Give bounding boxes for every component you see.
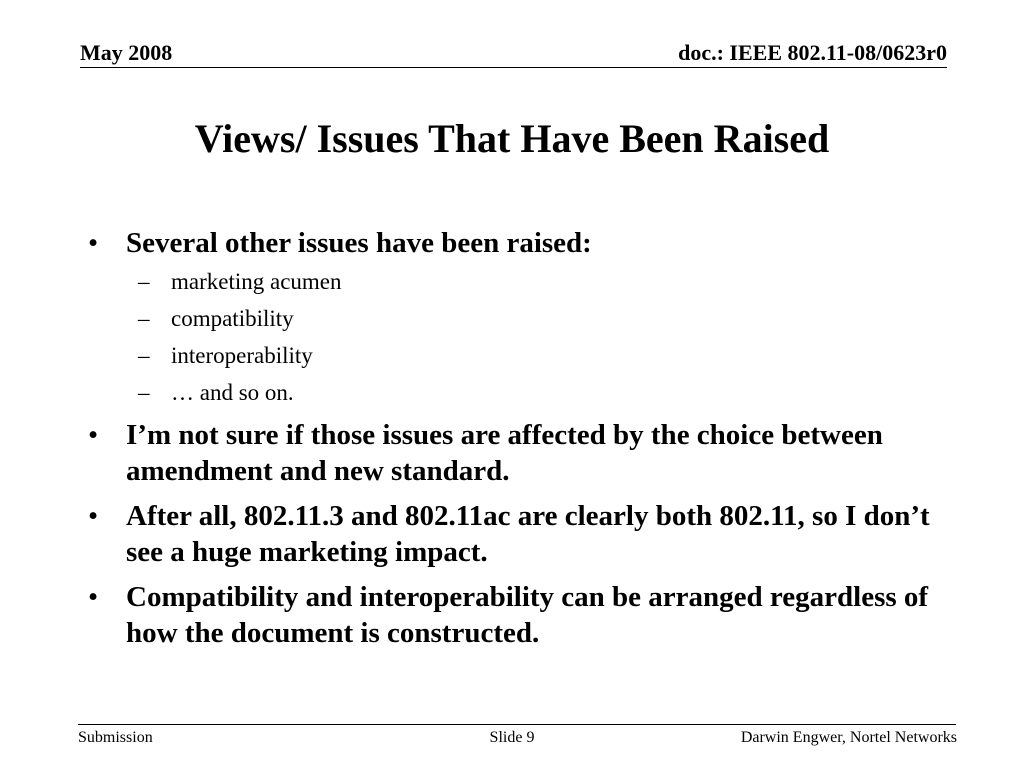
slide-number: Slide 9 bbox=[489, 729, 535, 746]
bullet-icon: • bbox=[88, 419, 99, 451]
sub-bullet-item bbox=[88, 267, 948, 296]
header-divider bbox=[80, 67, 947, 68]
sub-bullet-text: marketing acumen bbox=[171, 269, 342, 294]
bullet-text: Several other issues have been raised: bbox=[126, 227, 592, 259]
slide-body bbox=[88, 225, 948, 651]
footer-divider bbox=[78, 724, 956, 725]
sub-bullet-text: … and so on. bbox=[171, 380, 294, 405]
sub-bullet-text: interoperability bbox=[171, 343, 313, 368]
bullet-icon: • bbox=[88, 581, 99, 613]
bullet-item bbox=[88, 498, 948, 570]
bullet-icon: • bbox=[88, 500, 99, 532]
header-date: May 2008 bbox=[80, 40, 173, 65]
bullet-icon: • bbox=[88, 227, 99, 259]
bullet-item bbox=[88, 417, 948, 489]
bullet-text: After all, 802.11.3 and 802.11ac are clearly both 802.11, so I don’t see a huge marketing impact. bbox=[126, 500, 930, 568]
footer-submission: Submission bbox=[78, 729, 153, 746]
dash-icon: – bbox=[138, 269, 150, 294]
dash-icon: – bbox=[138, 306, 150, 331]
bullet-text: Compatibility and interoperability can be arranged regardless of how the document is constructed. bbox=[126, 581, 929, 649]
bullet-text: I’m not sure if those issues are affected by the choice between amendment and new standard. bbox=[126, 419, 883, 487]
sub-bullet-item bbox=[88, 341, 948, 370]
sub-bullet-item bbox=[88, 304, 948, 333]
sub-bullet-text: compatibility bbox=[171, 306, 294, 331]
bullet-item bbox=[88, 225, 948, 261]
dash-icon: – bbox=[138, 380, 150, 405]
header-doc-id: doc.: IEEE 802.11-08/0623r0 bbox=[678, 40, 947, 65]
sub-bullet-item bbox=[88, 378, 948, 407]
bullet-item bbox=[88, 579, 948, 651]
slide-title: Views/ Issues That Have Been Raised bbox=[194, 116, 830, 161]
footer-author: Darwin Engwer, Nortel Networks bbox=[740, 729, 957, 746]
dash-icon: – bbox=[138, 343, 150, 368]
